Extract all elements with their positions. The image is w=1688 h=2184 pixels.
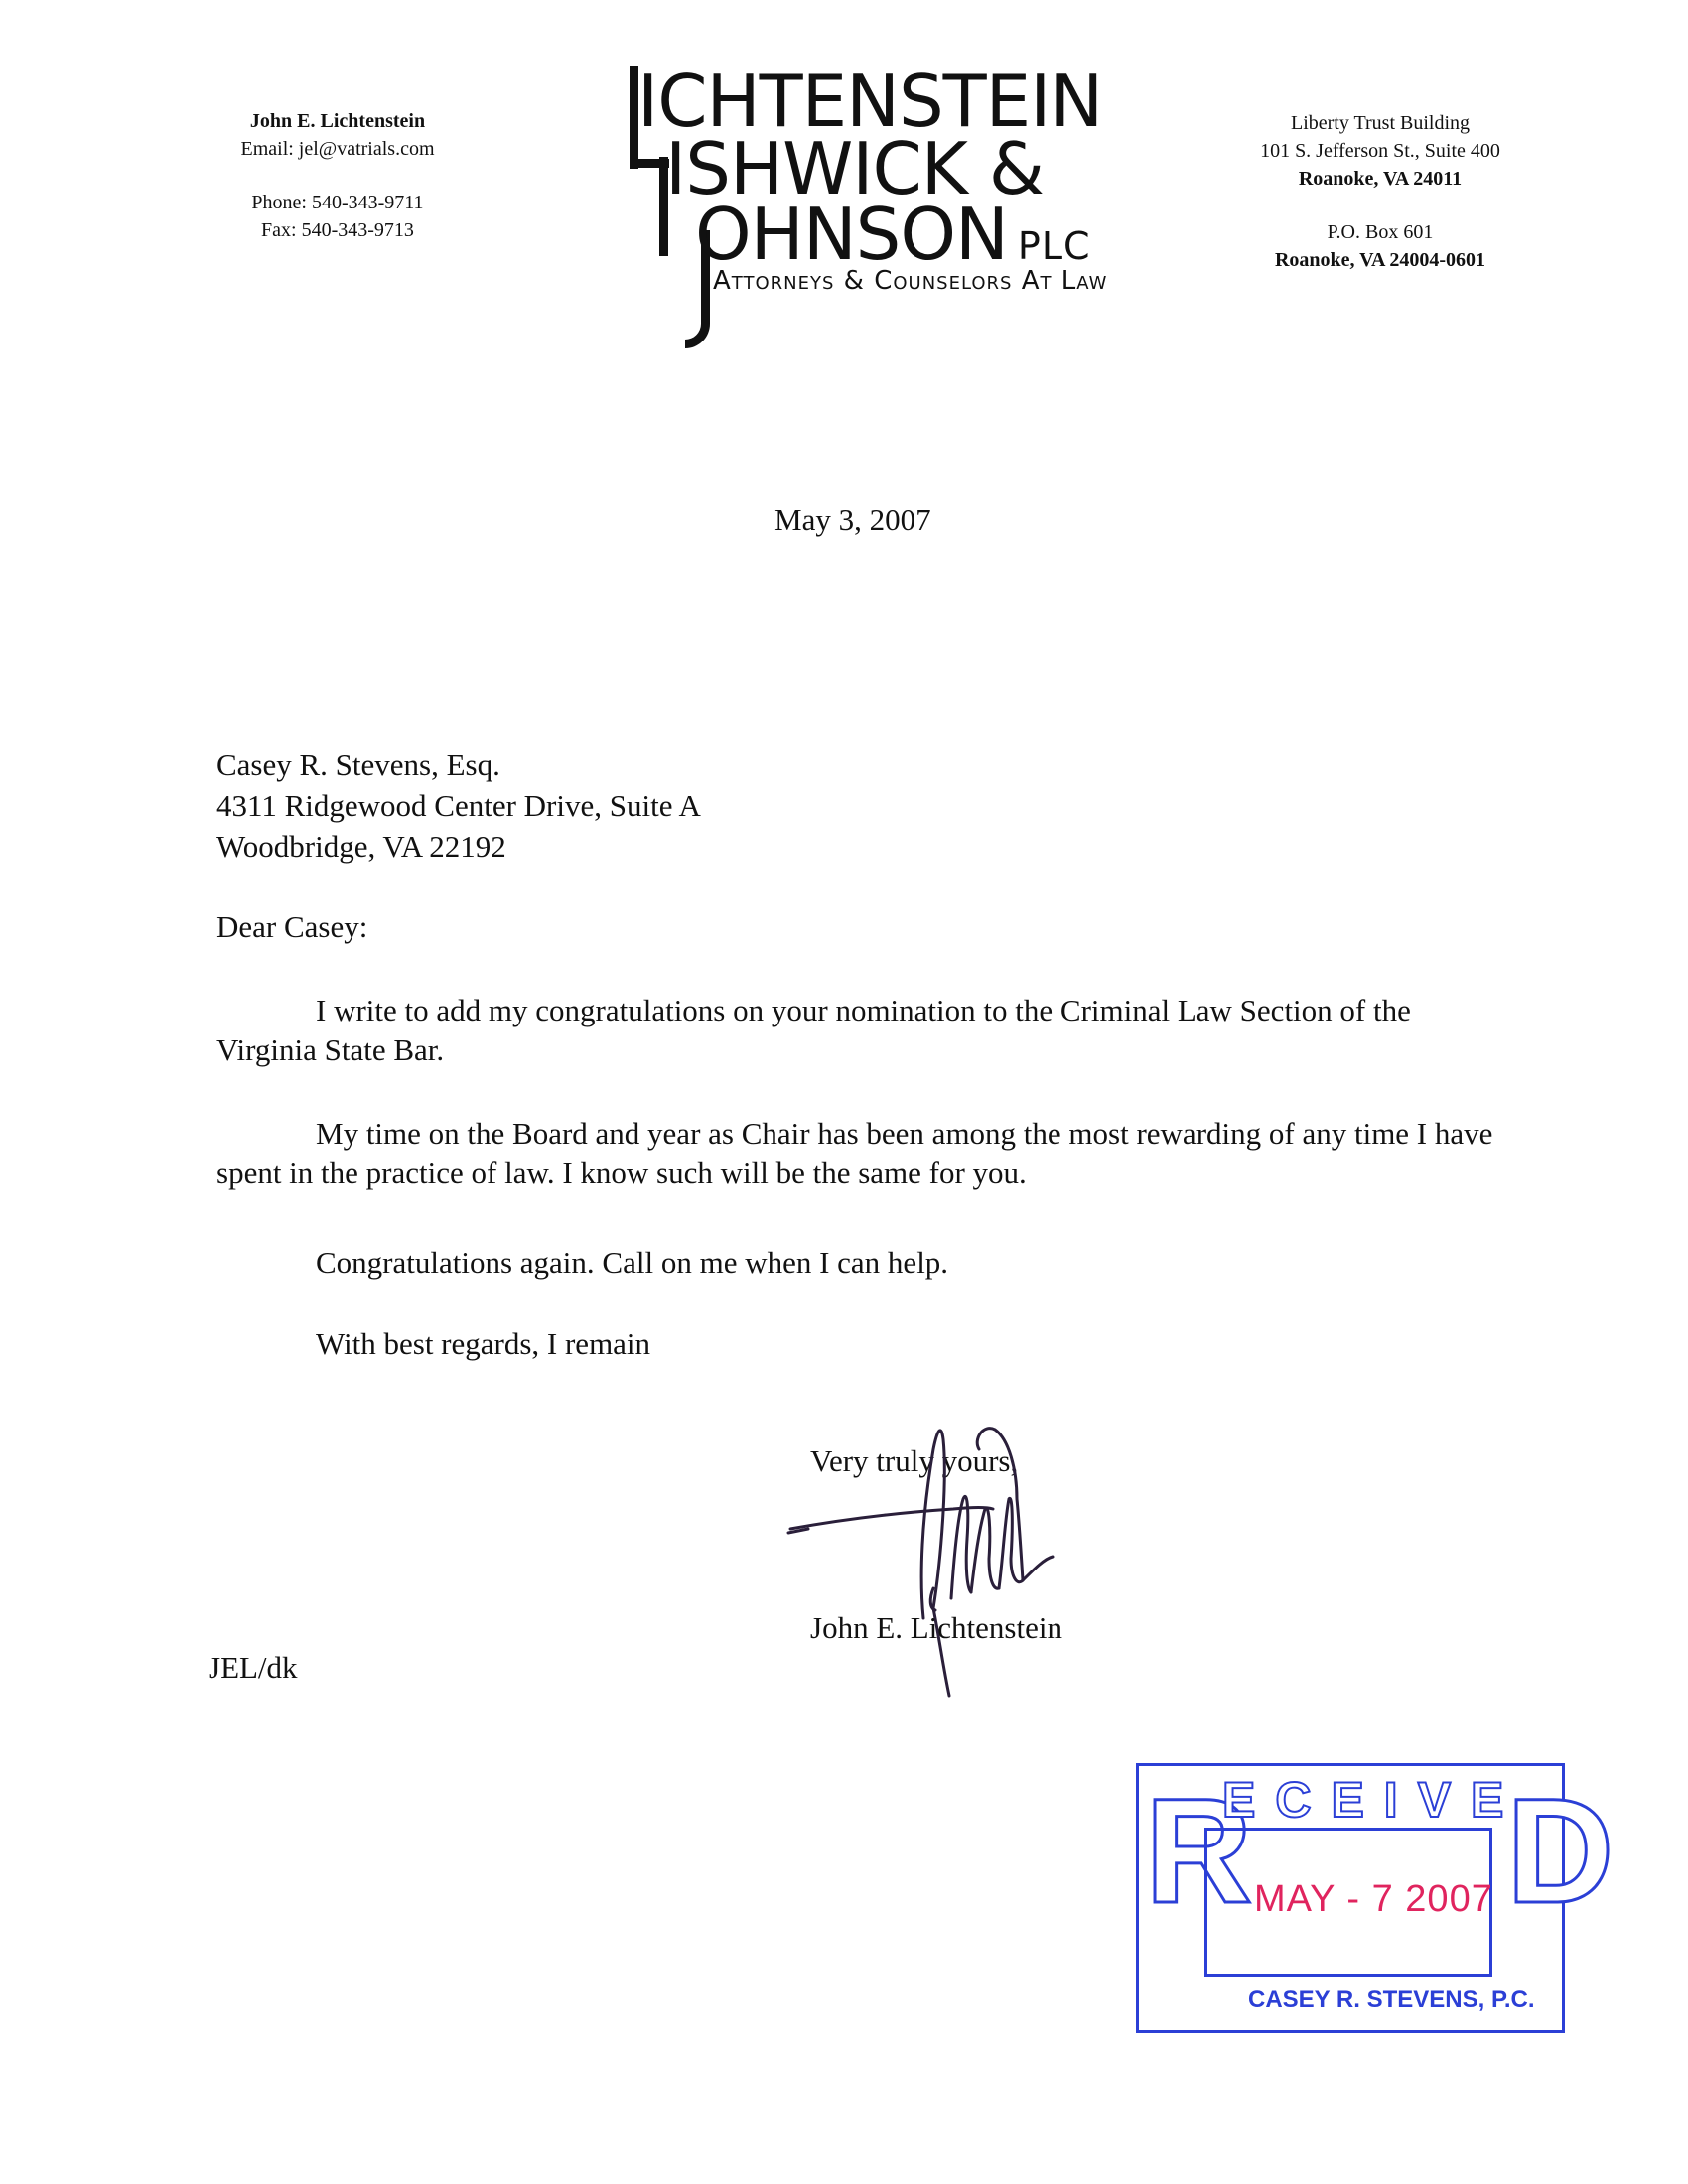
- firm-logo: [626, 62, 1142, 330]
- firm-pobox-city: Roanoke, VA 24004-0601: [1274, 249, 1486, 271]
- logo-plc: PLC: [1017, 224, 1091, 268]
- signer-name: John E. Lichtenstein: [810, 1610, 1062, 1645]
- closing: Very truly yours,: [810, 1443, 1019, 1478]
- logo-line-2: ISHWICK &: [665, 127, 1045, 210]
- handwritten-signature: [774, 1410, 1092, 1698]
- stamp-word: ECEIVE: [1222, 1772, 1524, 1828]
- paragraph-1-text: I write to add my congratulations on your nomination to the Criminal Law Section of the Virginia State Bar.: [216, 993, 1411, 1067]
- paragraph-2-text: My time on the Board and year as Chair has been among the most rewarding of any time I have spent in the practice of law. I know such will be the same for you.: [216, 1116, 1493, 1190]
- stamp-firm: CASEY R. STEVENS, P.C.: [1248, 1986, 1535, 2013]
- stamp-date: MAY - 7 2007: [1254, 1878, 1493, 1920]
- paragraph-4: With best regards, I remain: [316, 1326, 651, 1361]
- paragraph-1: [216, 991, 1507, 1070]
- recipient-address: [216, 745, 701, 867]
- received-stamp: [1136, 1763, 1615, 2033]
- sender-contact-block: [199, 107, 477, 244]
- firm-street: 101 S. Jefferson St., Suite 400: [1260, 140, 1500, 162]
- firm-city: Roanoke, VA 24011: [1298, 168, 1463, 190]
- paragraph-2: [216, 1114, 1507, 1193]
- letter-date: May 3, 2007: [774, 502, 931, 537]
- firm-building: Liberty Trust Building: [1290, 112, 1471, 134]
- logo-line-3-text: OHNSON: [695, 193, 1008, 276]
- salutation: Dear Casey:: [216, 909, 368, 944]
- spacer: [1231, 193, 1529, 218]
- logo-tagline: Attorneys & Counselors At Law: [713, 266, 1108, 296]
- sender-phone: Phone: 540-343-9711: [251, 192, 424, 213]
- sender-email: Email: jel@vatrials.com: [240, 138, 435, 160]
- sender-name: John E. Lichtenstein: [249, 110, 426, 132]
- stamp-letter-d: D: [1506, 1767, 1615, 1934]
- sender-fax: Fax: 540-343-9713: [261, 219, 414, 241]
- logo-line-1: ICHTENSTEIN: [637, 60, 1103, 143]
- stamp-letter-r: R: [1145, 1767, 1253, 1934]
- typist-initials: JEL/dk: [209, 1650, 298, 1685]
- recipient-city: Woodbridge, VA 22192: [216, 829, 506, 864]
- recipient-street: 4311 Ridgewood Center Drive, Suite A: [216, 788, 701, 823]
- firm-address-block: [1231, 109, 1529, 274]
- spacer: [199, 163, 477, 189]
- firm-pobox: P.O. Box 601: [1327, 221, 1434, 243]
- paragraph-3: Congratulations again. Call on me when I can help.: [316, 1245, 949, 1280]
- recipient-name: Casey R. Stevens, Esq.: [216, 748, 500, 782]
